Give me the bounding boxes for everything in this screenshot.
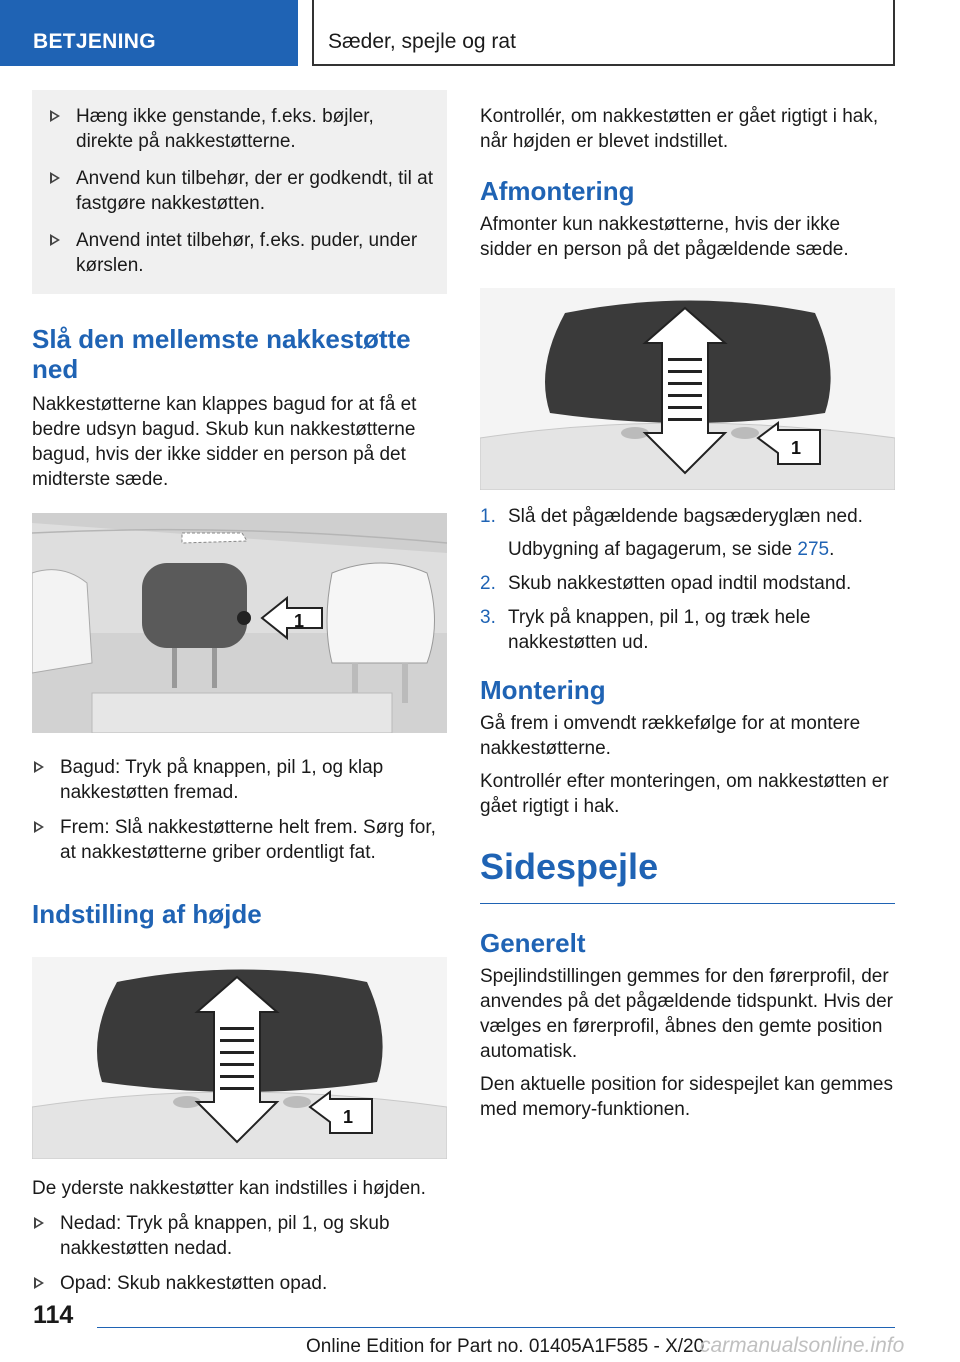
figure-callout-label: 1 [791,438,802,458]
bullet-triangle-icon [34,1217,44,1229]
removal-step: 2. Skub nakkestøtten opad indtil modstand. [480,573,852,594]
fold-bullet: Frem: Slå nakkestøtterne helt frem. Sørg for, at nakkestøtterne griber ordentligt fat. [32,815,447,865]
mounting-title: Montering [480,675,606,705]
check-text: Kontrollér, om nakkestøtten er gået rigtigt i hak, når højden er blevet indstillet. [480,106,879,152]
height-headrest-figure [32,957,447,1159]
edition-text: Online Edition for Part no. 01405A1F585 - X/20 [306,1336,705,1357]
figure-callout-label: 1 [343,1107,354,1127]
height-section-intro: De yderste nakkestøtter kan indstilles i højden. [32,1178,426,1199]
warning-box [32,90,447,294]
warning-triangle-icon [50,110,60,122]
headrest-height-illustration [32,957,447,1159]
warning-triangle-icon [50,234,60,246]
chapter-tab [312,0,895,66]
rear-seat-illustration [32,513,447,733]
section-tab [0,0,298,66]
warning-item: Anvend kun tilbehør, der er godkendt, til at fastgøre nakkestøtten. [48,166,433,216]
height-section-title: Indstilling af højde [32,899,262,929]
warning-item: Anvend intet tilbehør, f.eks. puder, under kørslen. [48,228,433,278]
section-title: BETJENING [33,30,156,53]
bullet-triangle-icon [34,1277,44,1289]
height-bullet: Opad: Skub nakkestøtten opad. [32,1271,447,1296]
removal-headrest-figure [480,288,895,490]
bullet-triangle-icon [34,821,44,833]
mirrors-text-2: Den aktuelle position for sidespejlet kan gemmes med memory-funktionen. [480,1074,893,1120]
removal-steps [480,504,895,655]
mounting-text-2: Kontrollér efter monteringen, om nakkestøtten er gået rigtigt i hak. [480,771,889,817]
removal-text: Afmonter kun nakkestøtterne, hvis der ikke sidder en person på det pågældende sæde. [480,214,849,260]
bullet-triangle-icon [34,761,44,773]
mirrors-general-title: Generelt [480,928,586,958]
left-column [32,90,447,1306]
figure-callout-label: 1 [294,611,305,631]
page-number: 114 [33,1301,74,1329]
warning-item: Hæng ikke genstande, f.eks. bøjler, direkte på nakkestøtterne. [48,104,433,154]
page-header [0,0,960,66]
removal-step: 1. Slå det pågældende bagsæderyglæn ned. Udbygning af bagagerum, se side 275. [480,506,863,560]
chapter-title: Sæder, spejle og rat [328,30,516,53]
height-bullet: Nedad: Tryk på knappen, pil 1, og skub nakkestøtten nedad. [32,1211,447,1261]
fold-headrest-figure [32,513,447,733]
footer-divider [97,1327,895,1328]
fold-bullet: Bagud: Tryk på knappen, pil 1, og klap nakkestøtten fremad. [32,755,447,805]
right-column [480,104,895,1122]
mirrors-chapter-title: Sidespejle [480,845,895,904]
mounting-text-1: Gå frem i omvendt rækkefølge for at montere nakkestøtterne. [480,713,861,759]
watermark: carmanualsonline.info [700,1334,905,1357]
mirrors-text-1: Spejlindstillingen gemmes for den førerprofil, der anvendes på det pågældende tidspunkt. Hvis der vælges en førerprofil, åbnes den gemte position automatisk. [480,966,893,1062]
removal-title: Afmontering [480,176,635,206]
warning-triangle-icon [50,172,60,184]
fold-section-title: Slå den mellemste nakkestøtte ned [32,324,411,384]
headrest-removal-illustration [480,288,895,490]
page-reference-link[interactable]: 275 [797,539,830,560]
fold-section-intro: Nakkestøtterne kan klappes bagud for at få et bedre udsyn bagud. Skub kun nakkestøtterne bagud, hvis der ikke sidder en person på det midterste sæde. [32,394,417,490]
removal-step: 3. Tryk på knappen, pil 1, og træk hele nakkestøtten ud. [480,607,811,653]
